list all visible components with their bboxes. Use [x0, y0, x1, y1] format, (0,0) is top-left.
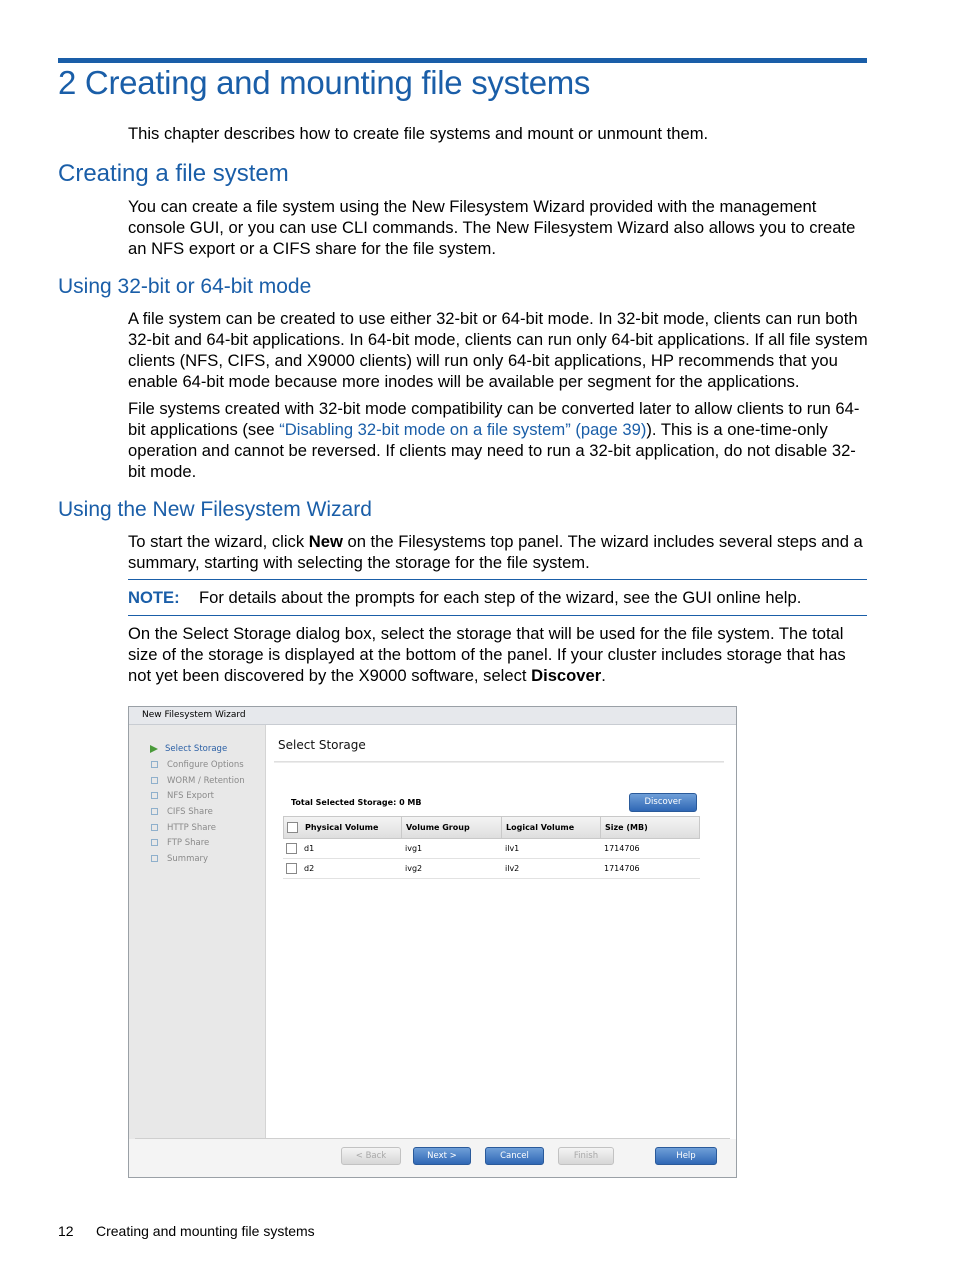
step-bullet-icon [151, 777, 158, 784]
cell-logical-volume: ilv1 [505, 844, 520, 853]
ui-term-new: New [308, 532, 343, 551]
section-body-creating: You can create a file system using the New Filesystem Wizard provided with the management console GUI, or you can use CLI commands. The New Filesystem Wizard also allows you to create an NFS export or a CIFS share for the file system. [128, 197, 856, 258]
cell-logical-volume: ilv2 [505, 864, 520, 873]
step-label: HTTP Share [167, 823, 216, 833]
note-box [128, 579, 867, 616]
text-run: To start the wizard, click [128, 532, 309, 551]
cell-volume-group: ivg1 [405, 844, 423, 853]
wizard-step-worm-retention[interactable] [151, 776, 245, 786]
section-body-wizard-2 [128, 623, 868, 686]
wizard-step-select-storage[interactable] [151, 744, 227, 754]
wizard-step-nfs-export[interactable] [151, 791, 214, 801]
cell-size: 1714706 [604, 864, 640, 873]
table-row[interactable] [283, 839, 700, 859]
step-label: Configure Options [167, 760, 244, 770]
column-separator [501, 817, 502, 838]
discover-button[interactable]: Discover [629, 793, 697, 812]
section-body-mode-1: A file system can be created to use either 32-bit or 64-bit mode. In 32-bit mode, clients can run both 32-bit and 64-bit applications. In 64-bit mode, clients can run only 64-bit applications. If all file system clients (NFS, CIFS, and X9000 clients) will run only 64-bit applications, HP recommends that you enable 64-bit mode because more inodes will be available per segment for the applications. [128, 309, 868, 391]
row-checkbox[interactable] [286, 863, 297, 874]
section-body-wizard-1 [128, 531, 868, 573]
cell-size: 1714706 [604, 844, 640, 853]
storage-table [283, 816, 700, 879]
text-run: on the Filesystems top panel. The wizard includes several steps and a summary, starting with selecting the storage for the file system. [128, 532, 863, 572]
text-run: On the Select Storage dialog box, select the storage that will be used for the file system. The total size of the storage is displayed at the bottom of the panel. If your cluster includes storage that has not yet been discovered by the X9000 software, select [128, 624, 846, 685]
step-bullet-icon [151, 808, 158, 815]
column-separator [600, 817, 601, 838]
step-bullet-icon [151, 792, 158, 799]
text-run: ). This is a one-time-only operation and cannot be reversed. If clients may need to run a 32-bit application, do not disable 32-bit mode. [128, 420, 856, 481]
select-all-checkbox[interactable] [287, 822, 298, 833]
chapter-title: 2 Creating and mounting file systems [58, 64, 591, 101]
section-heading-creating: Creating a file system [58, 160, 289, 187]
note-text: For details about the prompts for each step of the wizard, see the GUI online help. [199, 588, 802, 607]
back-button[interactable]: < Back [341, 1147, 401, 1165]
wizard-step-configure-options[interactable] [151, 760, 244, 770]
column-separator [401, 817, 402, 838]
step-label: CIFS Share [167, 807, 213, 817]
wizard-content-panel [266, 725, 736, 1139]
current-step-arrow-icon [150, 745, 158, 753]
text-run: File systems created with 32-bit mode compatibility can be converted later to allow clients to run 64-bit applications (see [128, 399, 860, 439]
panel-title: Select Storage [278, 738, 366, 752]
cancel-button[interactable]: Cancel [485, 1147, 544, 1165]
row-checkbox[interactable] [286, 843, 297, 854]
page-number: 12 [58, 1223, 74, 1239]
column-header-size[interactable]: Size (MB) [605, 823, 648, 832]
section-heading-mode: Using 32-bit or 64-bit mode [58, 275, 312, 298]
step-label: Summary [167, 854, 209, 864]
panel-divider [274, 761, 724, 763]
running-title: Creating and mounting file systems [96, 1223, 315, 1239]
wizard-title: New Filesystem Wizard [142, 710, 246, 720]
step-bullet-icon [151, 761, 158, 768]
button-bar-divider [135, 1138, 730, 1139]
wizard-titlebar [129, 707, 736, 725]
text-run: . [601, 666, 606, 685]
cell-physical-volume: d2 [304, 864, 315, 873]
wizard-step-list [129, 725, 266, 1139]
table-header [283, 816, 700, 839]
step-bullet-icon [151, 855, 158, 862]
wizard-step-ftp-share[interactable] [151, 838, 209, 848]
wizard-step-summary[interactable] [151, 854, 208, 864]
wizard-screenshot [128, 706, 737, 1178]
cross-reference-link[interactable]: “Disabling 32-bit mode on a file system” (page 39) [279, 420, 647, 439]
next-button[interactable]: Next > [413, 1147, 471, 1165]
section-body-mode-2 [128, 398, 868, 482]
wizard-step-http-share[interactable] [151, 823, 216, 833]
step-label: WORM / Retention [167, 776, 245, 786]
step-label: FTP Share [167, 838, 210, 848]
chapter-intro: This chapter describes how to create file systems and mount or unmount them. [128, 124, 709, 143]
step-label: Select Storage [165, 744, 228, 754]
column-header-physical-volume[interactable]: Physical Volume [305, 823, 379, 832]
section-heading-wizard: Using the New Filesystem Wizard [58, 498, 372, 521]
step-bullet-icon [151, 824, 158, 831]
finish-button[interactable]: Finish [558, 1147, 614, 1165]
cell-physical-volume: d1 [304, 844, 315, 853]
table-row[interactable] [283, 859, 700, 879]
note-label: NOTE: [128, 588, 180, 607]
step-bullet-icon [151, 839, 158, 846]
ui-term-discover: Discover [531, 666, 602, 685]
total-selected-storage: Total Selected Storage: 0 MB [291, 798, 422, 807]
column-header-logical-volume[interactable]: Logical Volume [506, 823, 575, 832]
wizard-step-cifs-share[interactable] [151, 807, 213, 817]
step-label: NFS Export [167, 791, 215, 801]
help-button[interactable]: Help [655, 1147, 717, 1165]
cell-volume-group: ivg2 [405, 864, 423, 873]
column-header-volume-group[interactable]: Volume Group [406, 823, 470, 832]
chapter-rule [58, 58, 867, 63]
